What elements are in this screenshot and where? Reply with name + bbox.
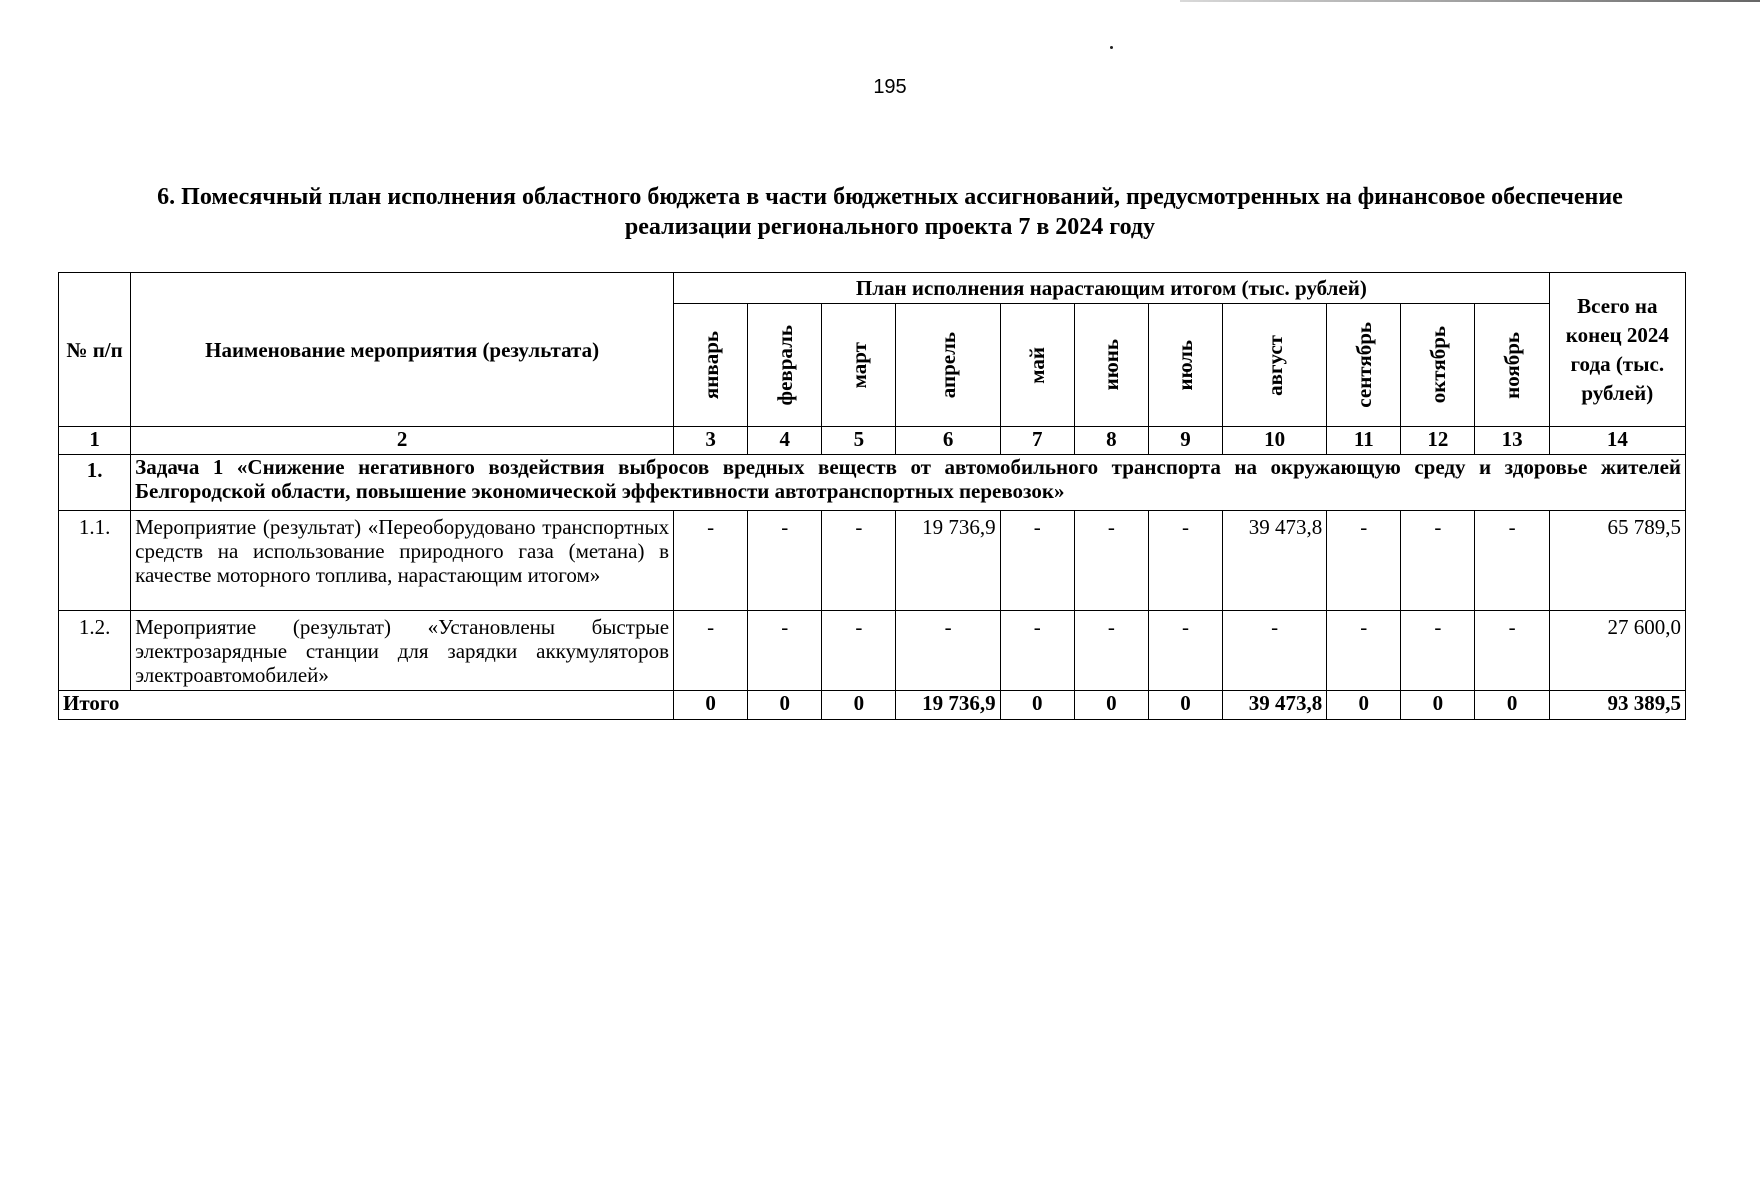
- row-month-value: -: [748, 511, 822, 611]
- total-month-value: 0: [1148, 691, 1222, 720]
- row-month-value: -: [1074, 511, 1148, 611]
- header-month: май: [1000, 304, 1074, 427]
- row-name: Мероприятие (результат) «Установлены быстрые электрозарядные станции для зарядки аккумуляторов электроавтомобилей»: [131, 611, 674, 691]
- scan-edge-line: [1180, 0, 1760, 2]
- header-month: октябрь: [1401, 304, 1475, 427]
- column-number: 9: [1148, 427, 1222, 455]
- total-month-value: 39 473,8: [1223, 691, 1327, 720]
- header-month: январь: [674, 304, 748, 427]
- column-number: 13: [1475, 427, 1549, 455]
- column-number: 2: [131, 427, 674, 455]
- column-number: 10: [1223, 427, 1327, 455]
- row-month-value: -: [1475, 511, 1549, 611]
- header-total: Всего на конец 2024 года (тыс. рублей): [1549, 273, 1685, 427]
- row-month-value: -: [822, 611, 896, 691]
- total-month-value: 0: [1074, 691, 1148, 720]
- header-month: февраль: [748, 304, 822, 427]
- total-label: Итого: [59, 691, 674, 720]
- row-month-value: -: [822, 511, 896, 611]
- header-month: август: [1223, 304, 1327, 427]
- row-month-value: -: [1401, 611, 1475, 691]
- document-title: 6. Помесячный план исполнения областного бюджета в части бюджетных ассигнований, предусмотренных на финансовое обеспечение реализации регионального проекта 7 в 2024 году: [157, 184, 1623, 240]
- total-month-value: 0: [674, 691, 748, 720]
- header-month: март: [822, 304, 896, 427]
- header-name: Наименование мероприятия (результата): [131, 273, 674, 427]
- header-month: ноябрь: [1475, 304, 1549, 427]
- column-number: 1: [59, 427, 131, 455]
- total-row: [59, 691, 1686, 720]
- header-num: № п/п: [59, 273, 131, 427]
- row-month-value: -: [1327, 611, 1401, 691]
- column-number-row: [59, 427, 1686, 455]
- header-plan-group: План исполнения нарастающим итогом (тыс. рублей): [674, 273, 1550, 304]
- total-month-value: 0: [1475, 691, 1549, 720]
- row-month-value: 39 473,8: [1223, 511, 1327, 611]
- column-number: 6: [896, 427, 1000, 455]
- row-num: 1.2.: [59, 611, 131, 691]
- page-number: 195: [873, 76, 907, 98]
- budget-plan-table: [58, 272, 1686, 720]
- column-number: 14: [1549, 427, 1685, 455]
- row-month-value: -: [1327, 511, 1401, 611]
- row-month-value: -: [674, 611, 748, 691]
- task-num: 1.: [59, 455, 131, 511]
- row-num: 1.1.: [59, 511, 131, 611]
- row-month-value: -: [748, 611, 822, 691]
- row-total: 27 600,0: [1549, 611, 1685, 691]
- row-month-value: -: [1475, 611, 1549, 691]
- grand-total: 93 389,5: [1549, 691, 1685, 720]
- column-number: 4: [748, 427, 822, 455]
- column-number: 7: [1000, 427, 1074, 455]
- row-month-value: -: [1074, 611, 1148, 691]
- total-month-value: 19 736,9: [896, 691, 1000, 720]
- row-month-value: -: [674, 511, 748, 611]
- column-number: 5: [822, 427, 896, 455]
- row-month-value: 19 736,9: [896, 511, 1000, 611]
- column-number: 11: [1327, 427, 1401, 455]
- header-row-top: [59, 273, 1686, 304]
- total-month-value: 0: [1000, 691, 1074, 720]
- header-month: июль: [1148, 304, 1222, 427]
- row-name: Мероприятие (результат) «Переоборудовано транспортных средств на использование природного газа (метана) в качестве моторного топлива, нарастающим итогом»: [131, 511, 674, 611]
- table-row: [59, 511, 1686, 611]
- scan-dot: [1110, 46, 1113, 49]
- row-month-value: -: [1223, 611, 1327, 691]
- row-month-value: -: [896, 611, 1000, 691]
- total-month-value: 0: [1401, 691, 1475, 720]
- row-month-value: -: [1401, 511, 1475, 611]
- header-month: июнь: [1074, 304, 1148, 427]
- row-month-value: -: [1148, 611, 1222, 691]
- total-month-value: 0: [1327, 691, 1401, 720]
- header-month: апрель: [896, 304, 1000, 427]
- header-month: сентябрь: [1327, 304, 1401, 427]
- row-month-value: -: [1148, 511, 1222, 611]
- row-month-value: -: [1000, 611, 1074, 691]
- column-number: 8: [1074, 427, 1148, 455]
- task-text: Задача 1 «Снижение негативного воздействия выбросов вредных веществ от автомобильного транспорта на окружающую среду и здоровье жителей Белгородской области, повышение экономической эффективности автотранспортных перевозок»: [131, 455, 1686, 511]
- task-row: [59, 455, 1686, 511]
- column-number: 3: [674, 427, 748, 455]
- column-number: 12: [1401, 427, 1475, 455]
- table-row: [59, 611, 1686, 691]
- row-month-value: -: [1000, 511, 1074, 611]
- row-total: 65 789,5: [1549, 511, 1685, 611]
- total-month-value: 0: [748, 691, 822, 720]
- total-month-value: 0: [822, 691, 896, 720]
